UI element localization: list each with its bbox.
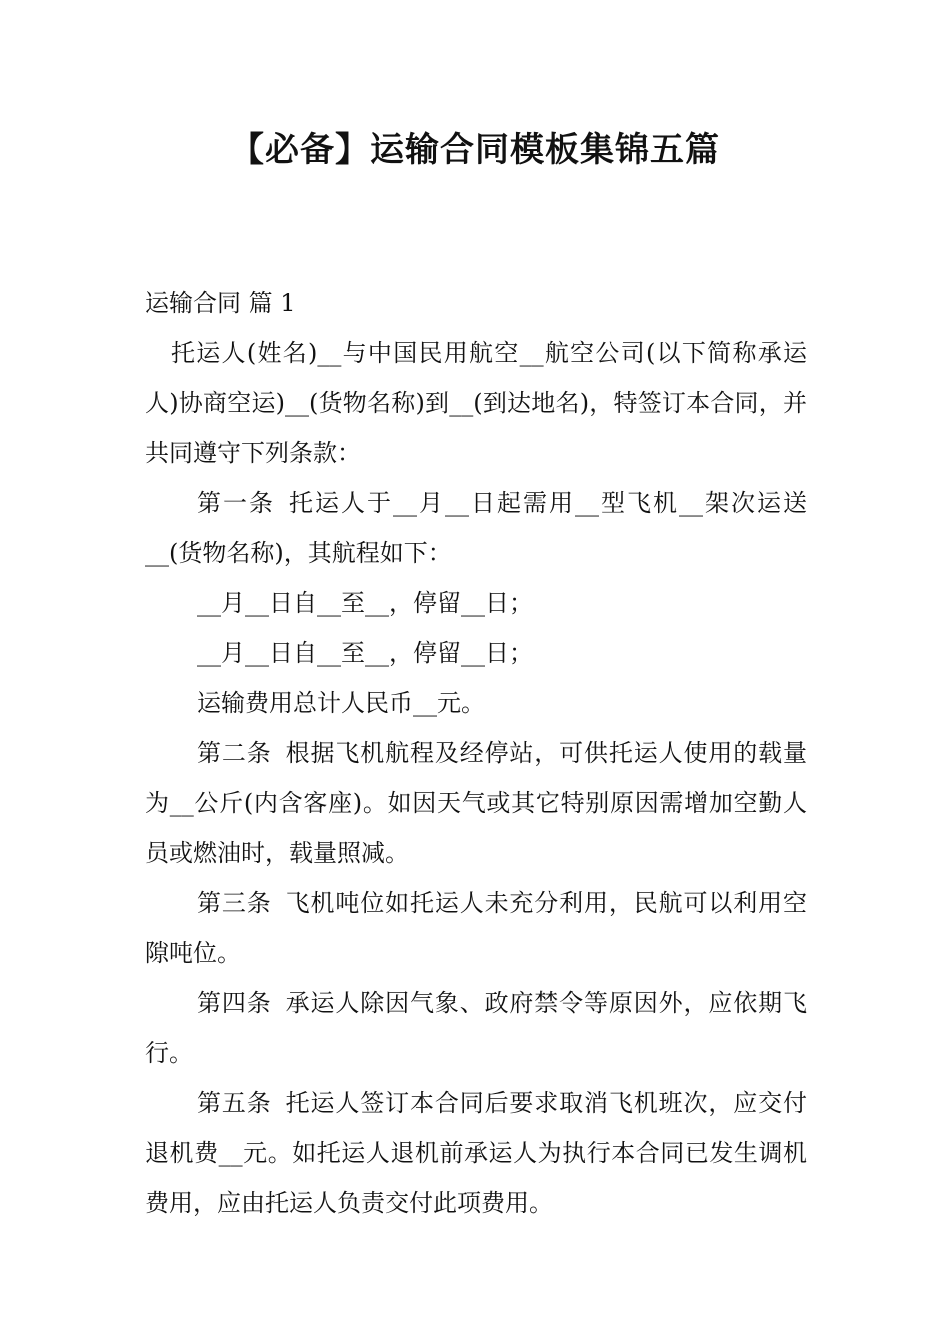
clause-2-label: 第二条 xyxy=(197,739,272,767)
fee-line: 运输费用总计人民币__元。 xyxy=(197,689,485,717)
clause-5-label: 第五条 xyxy=(197,1089,272,1117)
clause-2-text: 根据飞机航程及经停站，可供托运人使用的载量为__公斤(内含客座)。如因天气或其它特别原因需增加空勤人员或燃油时，载量照减。 xyxy=(145,739,807,867)
route-line-2: __月__日自__至__，停留__日； xyxy=(197,639,533,667)
clause-1 xyxy=(145,478,807,578)
clause-3 xyxy=(145,878,807,978)
section-heading: 运输合同 篇 1 xyxy=(145,289,296,317)
intro-paragraph: 托运人(姓名)__与中国民用航空__航空公司(以下简称承运人)协商空运)__(货物名称)到__(到达地名)，特签订本合同，并共同遵守下列条款： xyxy=(145,339,807,467)
clause-4-label: 第四条 xyxy=(197,989,272,1017)
clause-1-label: 第一条 xyxy=(197,489,275,517)
document-title: 【必备】运输合同模板集锦五篇 xyxy=(230,130,720,170)
clause-1-text: 托运人于__月__日起需用__型飞机__架次运送__(货物名称)，其航程如下： xyxy=(145,489,807,567)
clause-2 xyxy=(145,728,807,878)
document-body xyxy=(145,278,807,1228)
route-line-1: __月__日自__至__，停留__日； xyxy=(197,589,533,617)
clause-3-label: 第三条 xyxy=(197,889,272,917)
clause-4 xyxy=(145,978,807,1078)
clause-5-text: 托运人签订本合同后要求取消飞机班次，应交付退机费__元。如托运人退机前承运人为执行本合同已发生调机费用，应由托运人负责交付此项费用。 xyxy=(145,1089,807,1217)
clause-5 xyxy=(145,1078,807,1228)
clause-4-text: 承运人除因气象、政府禁令等原因外，应依期飞行。 xyxy=(145,989,807,1067)
clause-3-text: 飞机吨位如托运人未充分利用，民航可以利用空隙吨位。 xyxy=(145,889,807,967)
